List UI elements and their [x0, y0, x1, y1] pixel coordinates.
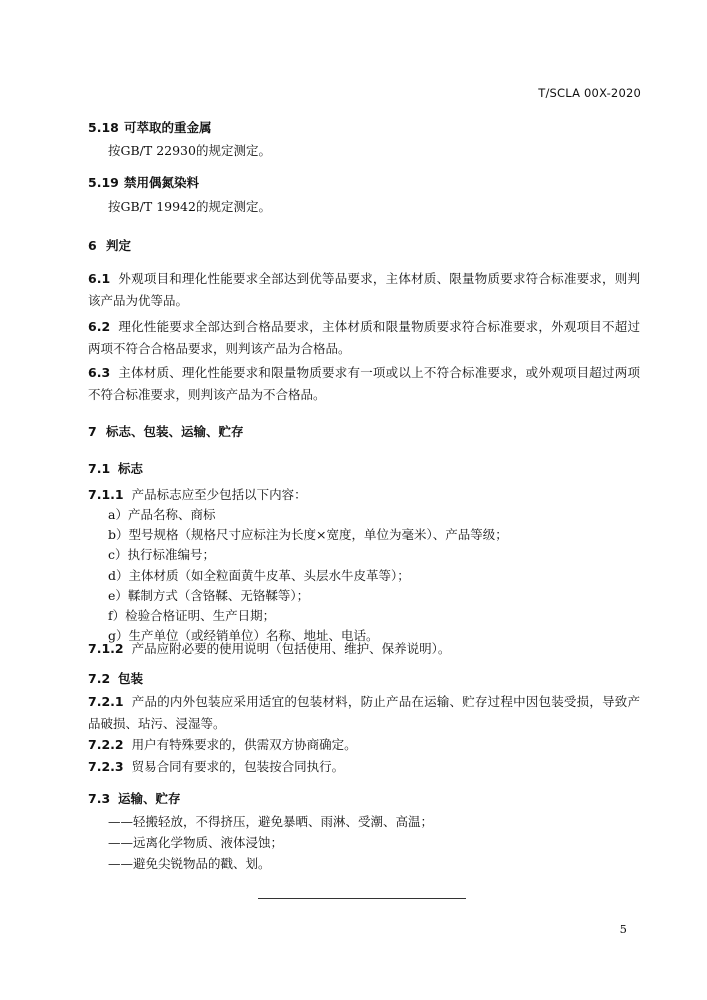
clause-7-2-3: [88, 756, 640, 778]
clause-number: 7.1.2: [88, 641, 124, 656]
document-code: T/SCLA 00X-2020: [538, 86, 641, 100]
section-5-18-heading: [88, 118, 212, 136]
section-7-heading: [88, 422, 244, 440]
section-title: 判定: [106, 238, 132, 253]
marking-items-list: [108, 505, 508, 646]
end-of-text-rule: [258, 898, 466, 899]
clause-6-1: [88, 268, 640, 312]
section-number: 7.2: [88, 671, 111, 686]
section-number: 6: [88, 238, 97, 253]
list-item: c）执行标准编号；: [108, 547, 216, 563]
section-title: 禁用偶氮染料: [124, 175, 200, 190]
section-title: 标志、包装、运输、贮存: [106, 424, 244, 439]
transport-items-list: [108, 811, 433, 874]
clause-7-1-2: [88, 638, 640, 660]
section-7-2-heading: [88, 669, 143, 687]
list-item: b）型号规格（规格尺寸应标注为长度×宽度，单位为毫米）、产品等级；: [108, 527, 508, 543]
clause-6-3: [88, 362, 640, 406]
section-5-18-body: 按GB/T 22930的规定测定。: [108, 143, 271, 158]
list-item: ——远离化学物质、液体浸蚀；: [108, 835, 284, 850]
section-number: 7: [88, 424, 97, 439]
section-number: 7.3: [88, 791, 111, 806]
section-number: 7.1: [88, 461, 111, 476]
clause-number: 7.2.3: [88, 759, 124, 774]
clause-number: 7.2.2: [88, 737, 124, 752]
list-item: e）鞣制方式（含铬鞣、无铬鞣等）；: [108, 587, 310, 603]
clause-6-2: [88, 316, 640, 360]
clause-7-2-1: [88, 691, 640, 735]
section-number: 5.18: [88, 120, 119, 135]
clause-text: 理化性能要求全部达到合格品要求，主体材质和限量物质要求符合标准要求，外观项目不超过两项不符合合格品要求，则判该产品为合格品。: [88, 319, 640, 356]
section-title: 可萃取的重金属: [124, 120, 212, 135]
section-6-heading: [88, 236, 131, 254]
list-item: d）主体材质（如全粒面黄牛皮革、头层水牛皮革等）；: [108, 567, 410, 583]
section-title: 标志: [118, 461, 144, 476]
list-item: ——避免尖锐物品的戳、划。: [108, 856, 271, 871]
clause-text: 产品的内外包装应采用适宜的包装材料，防止产品在运输、贮存过程中因包装受损，导致产品破损、玷污、浸湿等。: [88, 694, 640, 731]
clause-text: 外观项目和理化性能要求全部达到优等品要求，主体材质、限量物质要求符合标准要求，则判该产品为优等品。: [88, 271, 640, 308]
list-item: a）产品名称、商标: [108, 507, 216, 522]
clause-text: 贸易合同有要求的，包装按合同执行。: [131, 759, 345, 774]
section-7-1-heading: [88, 459, 143, 477]
list-item: g）生产单位（或经销单位）名称、地址、电话。: [108, 628, 379, 644]
page-number: 5: [619, 922, 627, 936]
list-item: f）检验合格证明、生产日期；: [108, 608, 276, 624]
clause-text: 用户有特殊要求的，供需双方协商确定。: [131, 737, 357, 752]
section-5-19-body: 按GB/T 19942的规定测定。: [108, 199, 271, 214]
clause-number: 6.3: [88, 365, 111, 380]
section-5-19-heading: [88, 173, 199, 191]
section-title: 包装: [118, 671, 144, 686]
section-number: 5.19: [88, 175, 119, 190]
section-7-3-heading: [88, 789, 181, 807]
clause-text: 产品标志应至少包括以下内容：: [131, 487, 307, 502]
list-item: ——轻搬轻放，不得挤压，避免暴晒、雨淋、受潮、高温；: [108, 814, 434, 829]
clause-number: 7.2.1: [88, 694, 124, 709]
clause-text: 主体材质、理化性能要求和限量物质要求有一项或以上不符合标准要求，或外观项目超过两项不符合标准要求，则判该产品为不合格品。: [88, 365, 640, 402]
clause-number: 6.1: [88, 271, 111, 286]
clause-text: 产品应附必要的使用说明（包括使用、维护、保养说明）。: [131, 641, 451, 656]
clause-7-2-2: [88, 734, 640, 756]
clause-number: 7.1.1: [88, 487, 124, 502]
section-title: 运输、贮存: [118, 791, 181, 806]
clause-7-1-1: [88, 484, 640, 506]
clause-number: 6.2: [88, 319, 111, 334]
